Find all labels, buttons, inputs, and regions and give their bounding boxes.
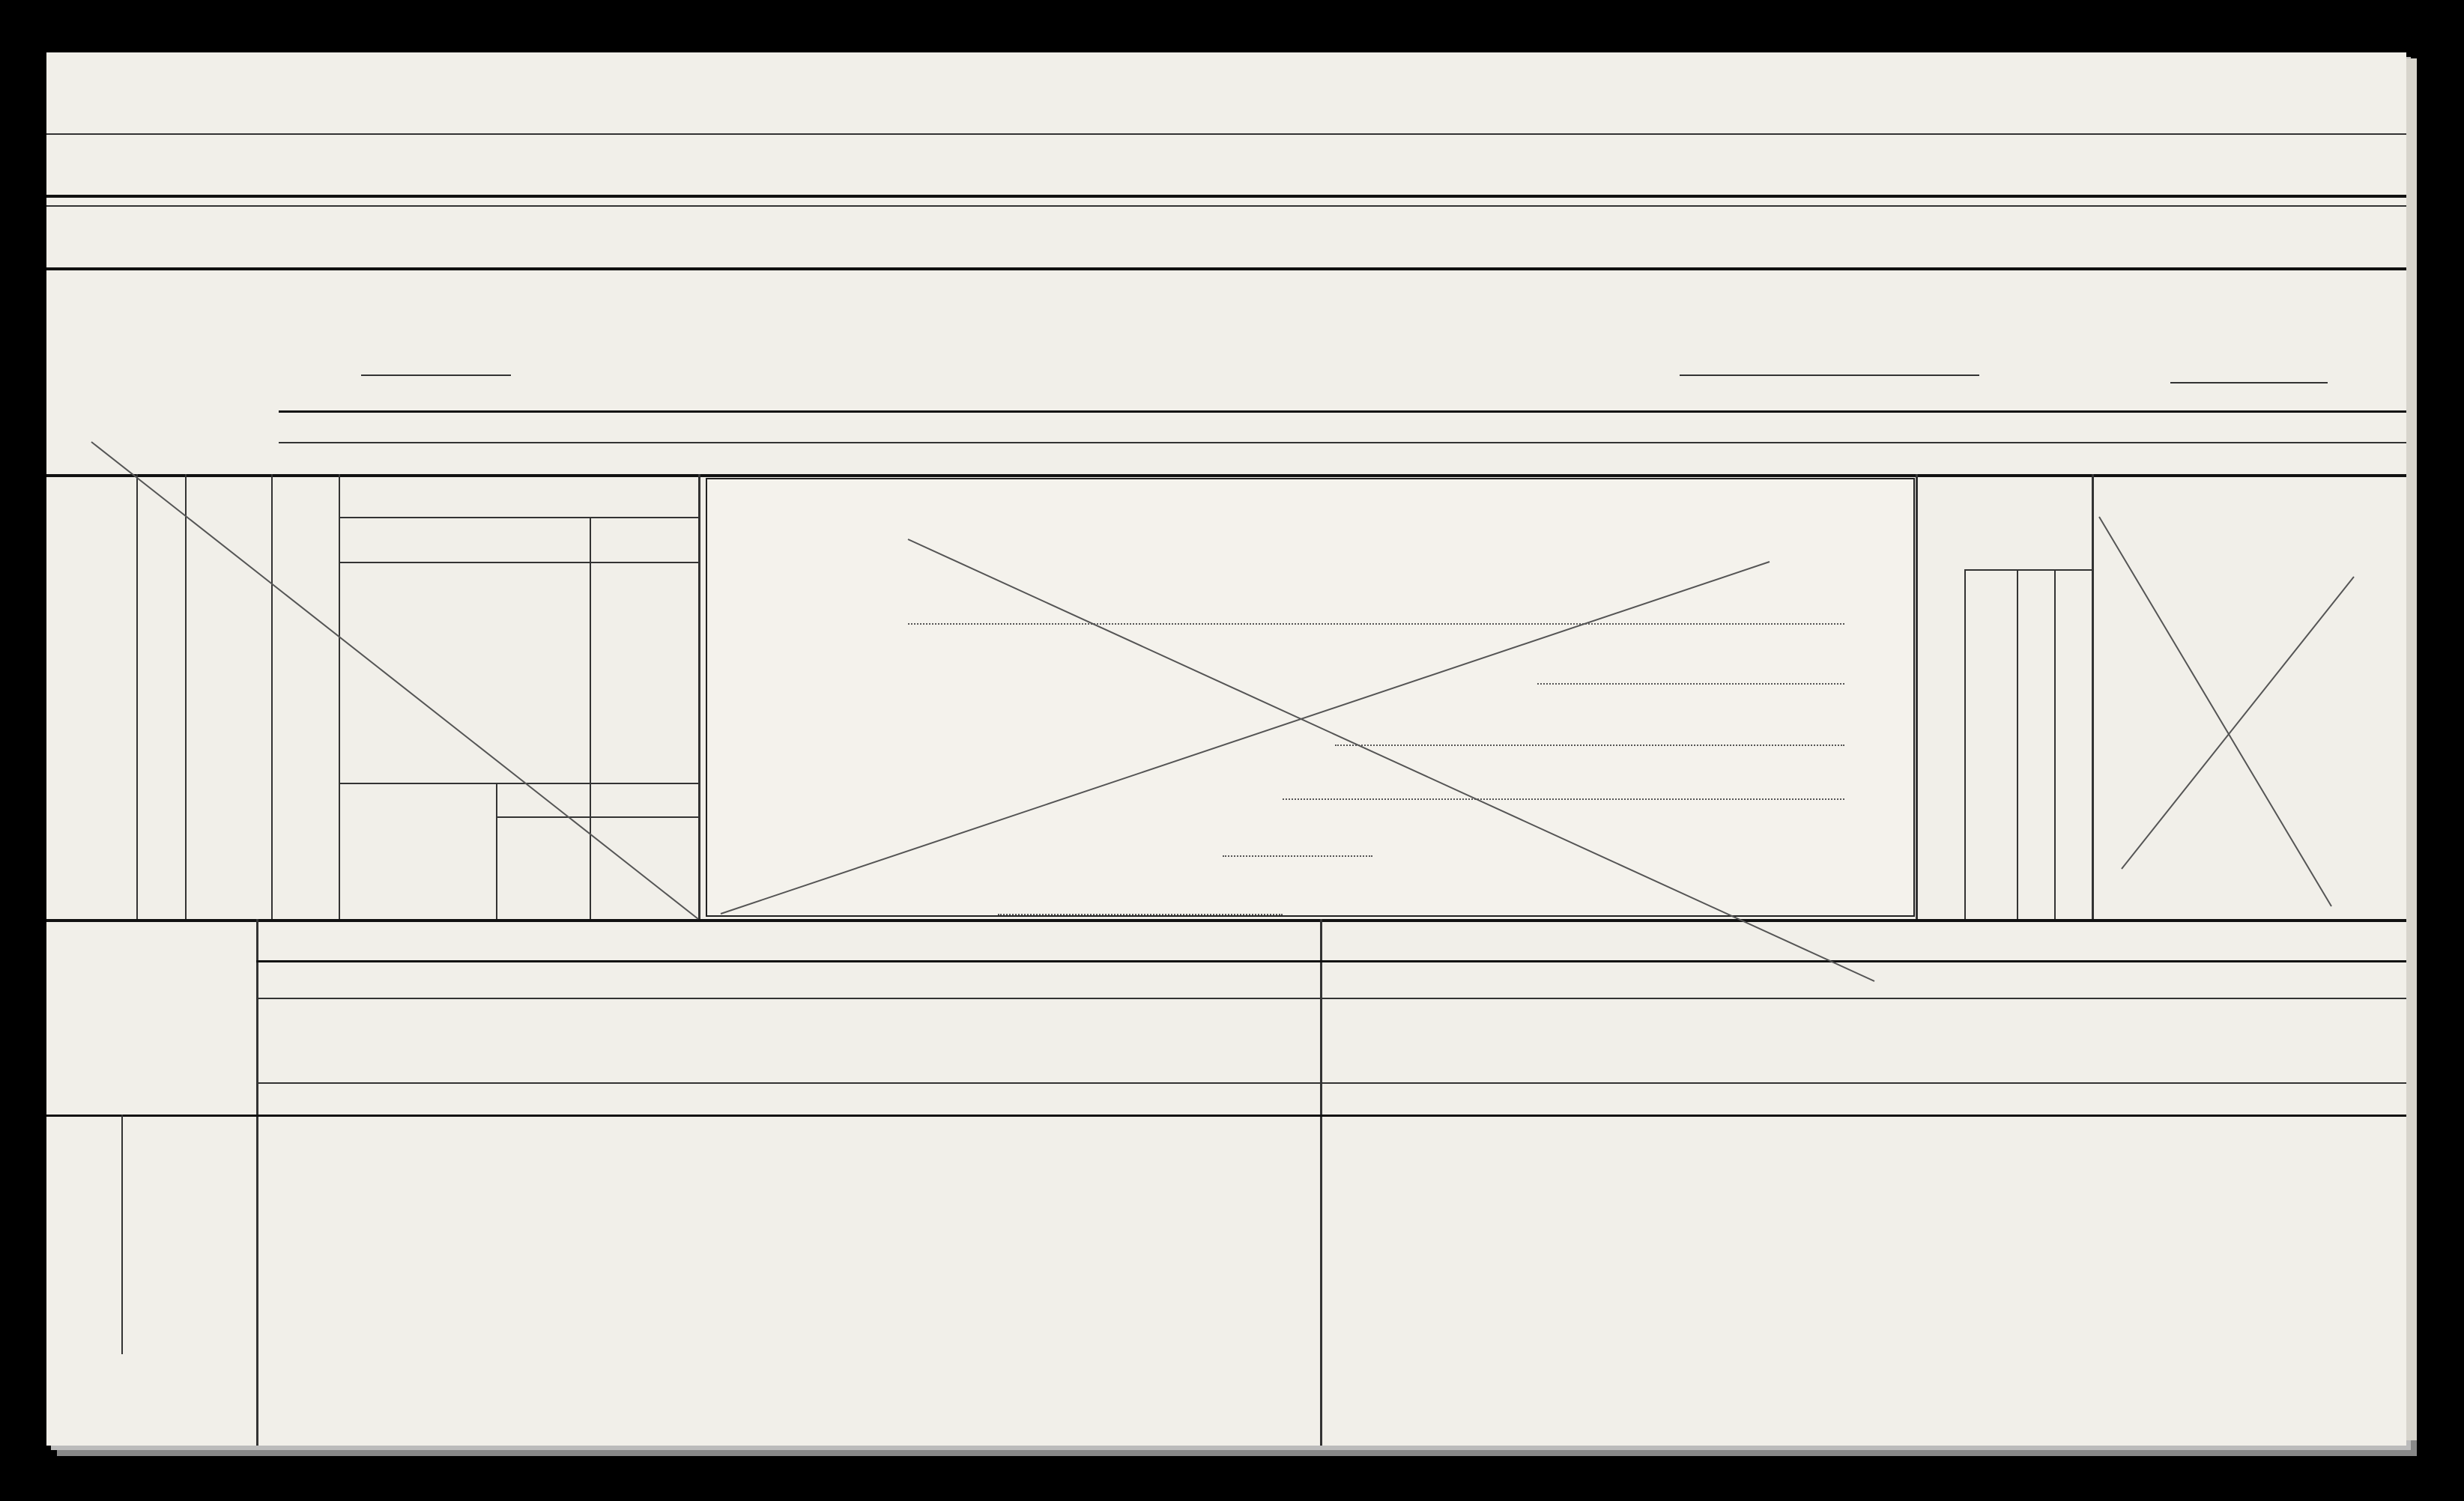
page-edge [2406,58,2417,1440]
cancel-strokes [46,52,2406,1446]
census-sheet [46,52,2406,1446]
